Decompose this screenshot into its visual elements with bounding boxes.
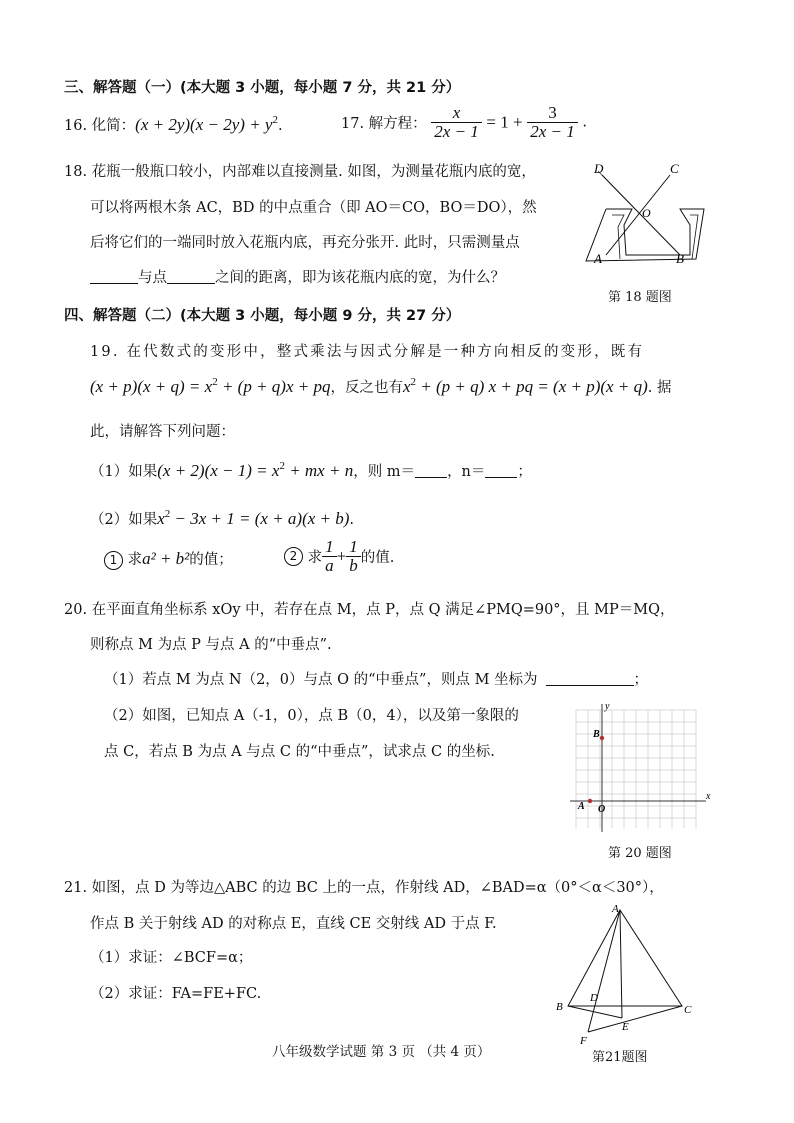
q18-blank-1[interactable] (90, 271, 138, 284)
q21-caption: 第21题图 (592, 1050, 648, 1065)
q19-part-1: （1）如果$(x + 2)(x - 1) = x^2$ + mx + n，则 m＝ ，n＝ ； (90, 460, 532, 480)
segment-AE (620, 910, 622, 1018)
q19-blank-m[interactable] (415, 465, 447, 478)
q19-subpart-1: 1 求a² + b²的值； (104, 548, 233, 570)
q17-fraction-2: $\frac{3}{2x - 1}$ (527, 104, 578, 141)
q20-blank-m[interactable] (546, 673, 634, 686)
point-A (588, 799, 592, 803)
q19-line-3: 此，请解答下列问题： (90, 424, 235, 440)
q17-tail: . (582, 114, 587, 131)
q16-expression: (x + 2y)(x − 2y) + y (135, 115, 273, 134)
q21-line-1: 21. 如图，点 D 为等边△ABC 的边 BC 上的一点，作射线 AD，∠BAD=α（0°＜α＜30°）， (64, 880, 664, 896)
q18-caption: 第 18 题图 (608, 290, 672, 305)
line-CE (588, 1006, 682, 1032)
question-16 (64, 114, 283, 135)
q16-tail: . (277, 118, 283, 134)
section-3-title: 三、解答题（一）(本大题 3 小题，每小题 7 分，共 21 分） (64, 80, 461, 96)
q21-figure (550, 898, 710, 1046)
triangle-ABC (568, 910, 682, 1006)
q17-equals: = 1 + (486, 112, 523, 132)
grid-lines (576, 710, 696, 828)
label-E: E (622, 1021, 629, 1033)
q20-part-2-a: （2）如图，已知点 A（-1，0），点 B（0，4），以及第一象限的 (104, 708, 519, 724)
q19-line-2: $(x + p)(x + q) = x^2 + (p + q)x$ + pq，反之也有$x^2 + (p + q) x$ + pq = (x + p)(x + q). 据 (90, 376, 672, 396)
q20-part-2-b: 点 C，若点 B 为点 A 与点 C 的“中垂点”，试求点 C 的坐标. (104, 744, 495, 760)
label-O: O (642, 206, 651, 220)
q21-part-1: （1）求证：∠BCF=α； (90, 950, 253, 966)
q19-line-1: 19. 在代数式的变形中，整式乘法与因式分解是一种方向相反的变形，既有 (90, 344, 645, 360)
q20-line-1: 20. 在平面直角坐标系 xOy 中，若存在点 M，点 P，点 Q 满足∠PMQ=90°，且 MP＝MQ， (64, 602, 675, 618)
x-axis-label: x (706, 791, 711, 802)
q20-grid-figure (566, 700, 714, 838)
segment-BE (568, 1006, 622, 1018)
q19-subpart-2: 2 求 $\frac{1}{a}$ + $\frac{1}{b}$ 的值. (284, 538, 394, 575)
label-D: D (590, 992, 598, 1004)
question-17 (341, 104, 587, 141)
label-C: C (684, 1004, 692, 1016)
q16-exponent: 2 (272, 114, 278, 126)
q21-line-2: 作点 B 关于射线 AD 的对称点 E，直线 CE 交射线 AD 于点 F. (90, 916, 497, 932)
label-B: B (593, 729, 600, 740)
q18-blank-2[interactable] (167, 271, 215, 284)
q18-line-1: 18. 花瓶一般瓶口较小，内部难以直接测量. 如图，为测量花瓶内底的宽， (64, 164, 536, 180)
q20-line-2: 则称点 M 为点 P 与点 A 的“中垂点”. (90, 637, 332, 653)
circled-number-1: 1 (104, 551, 123, 570)
q18-line-3: 后将它们的一端同时放入花瓶内底，再充分张开. 此时，只需测量点 (90, 235, 520, 251)
point-B (600, 736, 604, 740)
label-F: F (580, 1035, 587, 1046)
label-B: B (676, 251, 684, 266)
section-4-title: 四、解答题（二）(本大题 3 小题，每小题 9 分，共 27 分） (64, 308, 461, 324)
q18-figure (572, 155, 712, 275)
q18-line-2: 可以将两根木条 AC，BD 的中点重合（即 AO＝CO，BO＝DO），然 (90, 200, 537, 216)
label-B: B (556, 1001, 563, 1013)
q21-part-2: （2）求证：FA=FE+FC. (90, 986, 262, 1002)
label-A: A (594, 251, 602, 266)
q20-part-1: （1）若点 M 为点 N（2，0）与点 O 的“中垂点”，则点 M 坐标为 ； (104, 672, 649, 688)
stick-BD-edge (598, 171, 676, 251)
circled-number-2: 2 (284, 547, 303, 566)
q16-number: 16. 化简： (64, 118, 136, 134)
label-D: D (594, 161, 604, 176)
q20-caption: 第 20 题图 (608, 846, 672, 861)
page-footer: 八年级数学试题 第 3 页 （共 4 页） (272, 1044, 491, 1060)
label-A: A (612, 903, 619, 915)
label-O: O (598, 804, 606, 815)
q18-line-4: 与点 之间的距离，即为该花瓶内底的宽，为什么？ (90, 266, 505, 287)
q17-fraction-1: $\frac{x}{2x - 1}$ (431, 104, 482, 141)
y-axis-label: y (605, 701, 610, 712)
label-A: A (578, 801, 585, 812)
q19-part-2: （2）如果$x^2 - 3x + 1 = (x + a)(x + b)$. (90, 508, 355, 528)
label-C: C (670, 161, 679, 176)
q17-number: 17. 解方程： (341, 116, 427, 132)
vase-inner-left (612, 215, 624, 259)
q19-blank-n[interactable] (485, 465, 517, 478)
